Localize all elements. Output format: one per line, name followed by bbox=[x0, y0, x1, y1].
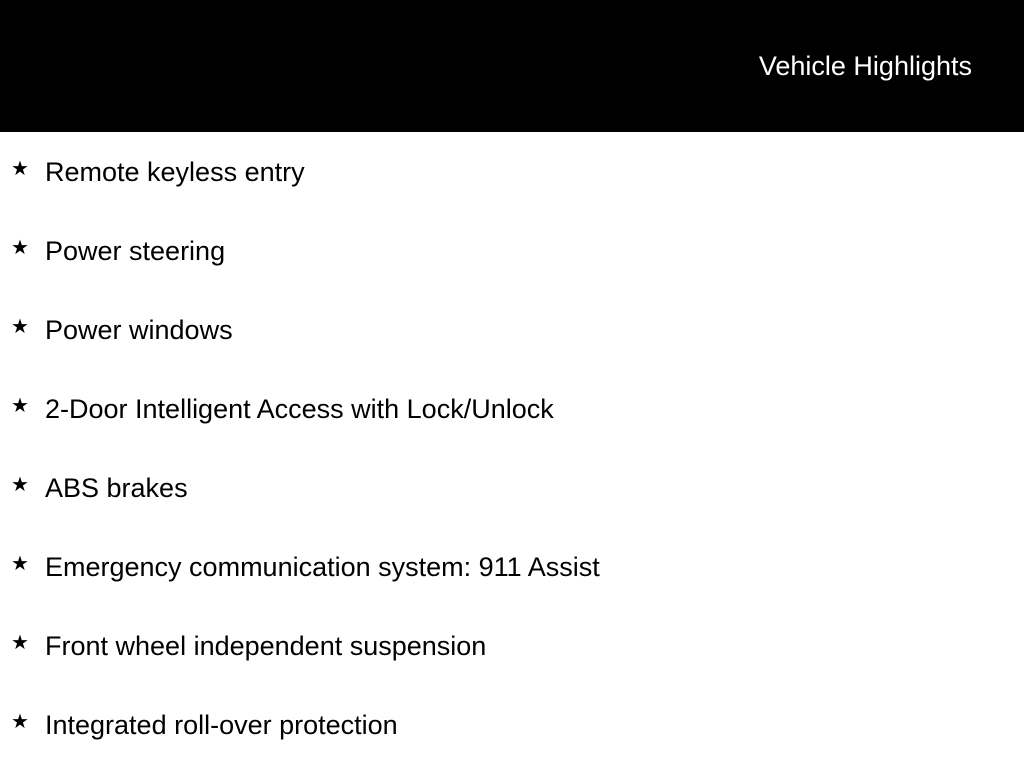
star-icon: ★ bbox=[11, 395, 29, 417]
header-bar bbox=[0, 0, 1024, 132]
star-icon: ★ bbox=[11, 158, 29, 180]
star-icon: ★ bbox=[11, 237, 29, 259]
highlight-label: Power windows bbox=[45, 315, 233, 345]
list-item bbox=[0, 685, 1024, 764]
highlight-label: Power steering bbox=[45, 236, 226, 266]
star-icon: ★ bbox=[11, 316, 29, 338]
highlights-list bbox=[0, 132, 1024, 764]
list-item bbox=[0, 606, 1024, 685]
star-icon: ★ bbox=[11, 632, 29, 654]
highlight-label: Remote keyless entry bbox=[45, 157, 305, 187]
highlight-label: 2-Door Intelligent Access with Lock/Unlock bbox=[45, 394, 554, 424]
list-item bbox=[0, 527, 1024, 606]
highlight-label: ABS brakes bbox=[45, 473, 188, 503]
list-item bbox=[0, 290, 1024, 369]
list-item bbox=[0, 132, 1024, 211]
star-icon: ★ bbox=[11, 553, 29, 575]
star-icon: ★ bbox=[11, 474, 29, 496]
highlight-label: Integrated roll-over protection bbox=[45, 710, 398, 740]
star-icon: ★ bbox=[11, 711, 29, 733]
highlight-label: Front wheel independent suspension bbox=[45, 631, 487, 661]
list-item bbox=[0, 369, 1024, 448]
list-item bbox=[0, 211, 1024, 290]
list-item bbox=[0, 448, 1024, 527]
page-title: Vehicle Highlights bbox=[758, 51, 972, 81]
highlight-label: Emergency communication system: 911 Assist bbox=[45, 552, 600, 582]
